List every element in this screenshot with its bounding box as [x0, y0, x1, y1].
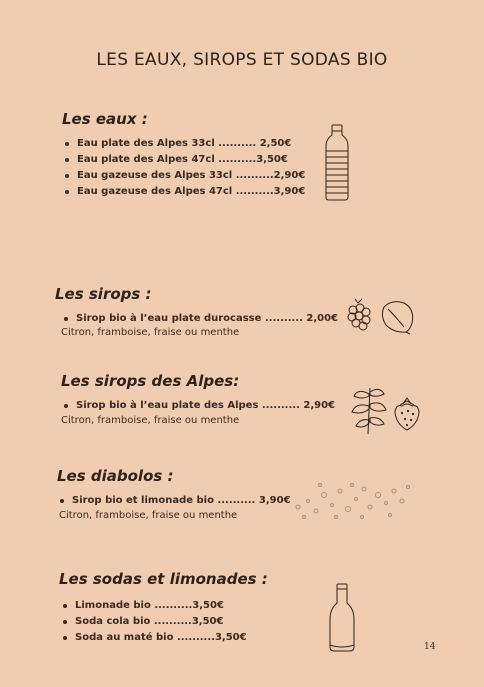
list-item: Sirop bio à l’eau plate des Alpes .......... 2,90€: [62, 398, 335, 414]
flavor-note: Citron, framboise, fraise ou menthe: [61, 327, 240, 338]
list-item: Limonade bio ..........3,50€: [61, 598, 247, 614]
list-eaux: [63, 136, 305, 200]
section-heading-eaux: Les eaux :: [62, 110, 148, 128]
list-diabolos: [58, 493, 291, 509]
bubbles-icon: [290, 481, 414, 523]
section-heading-sirops: Les sirops :: [55, 285, 152, 303]
section-heading-sodas: Les sodas et limonades :: [59, 570, 268, 588]
section-heading-diabolos: Les diabolos :: [57, 467, 174, 485]
mint-strawberry-icon: [350, 384, 422, 436]
list-item: Sirop bio et limonade bio .......... 3,90€: [58, 493, 291, 509]
list-item: Eau gazeuse des Alpes 33cl ..........2,90€: [63, 168, 305, 184]
section-heading-sirops-alpes: Les sirops des Alpes:: [61, 372, 240, 390]
flavor-note: Citron, framboise, fraise ou menthe: [59, 510, 238, 521]
list-item: Eau plate des Alpes 33cl .......... 2,50€: [63, 136, 305, 152]
raspberry-lemon-icon: [344, 297, 416, 335]
list-item: Sirop bio à l’eau plate durocasse .......... 2,00€: [62, 311, 338, 327]
list-sodas: [61, 598, 247, 646]
flavor-note: Citron, framboise, fraise ou menthe: [61, 415, 240, 426]
list-sirops: [62, 311, 338, 327]
list-item: Soda cola bio ..........3,50€: [61, 614, 247, 630]
glass-bottle-icon: [327, 583, 357, 653]
list-item: Soda au maté bio ..........3,50€: [61, 630, 247, 646]
water-bottle-icon: [323, 124, 351, 202]
page-number: 14: [424, 642, 436, 652]
list-item: Eau plate des Alpes 47cl ..........3,50€: [63, 152, 305, 168]
list-item: Eau gazeuse des Alpes 47cl ..........3,90€: [63, 184, 305, 200]
page-title: LES EAUX, SIROPS ET SODAS BIO: [96, 50, 388, 70]
list-sirops-alpes: [62, 398, 335, 414]
